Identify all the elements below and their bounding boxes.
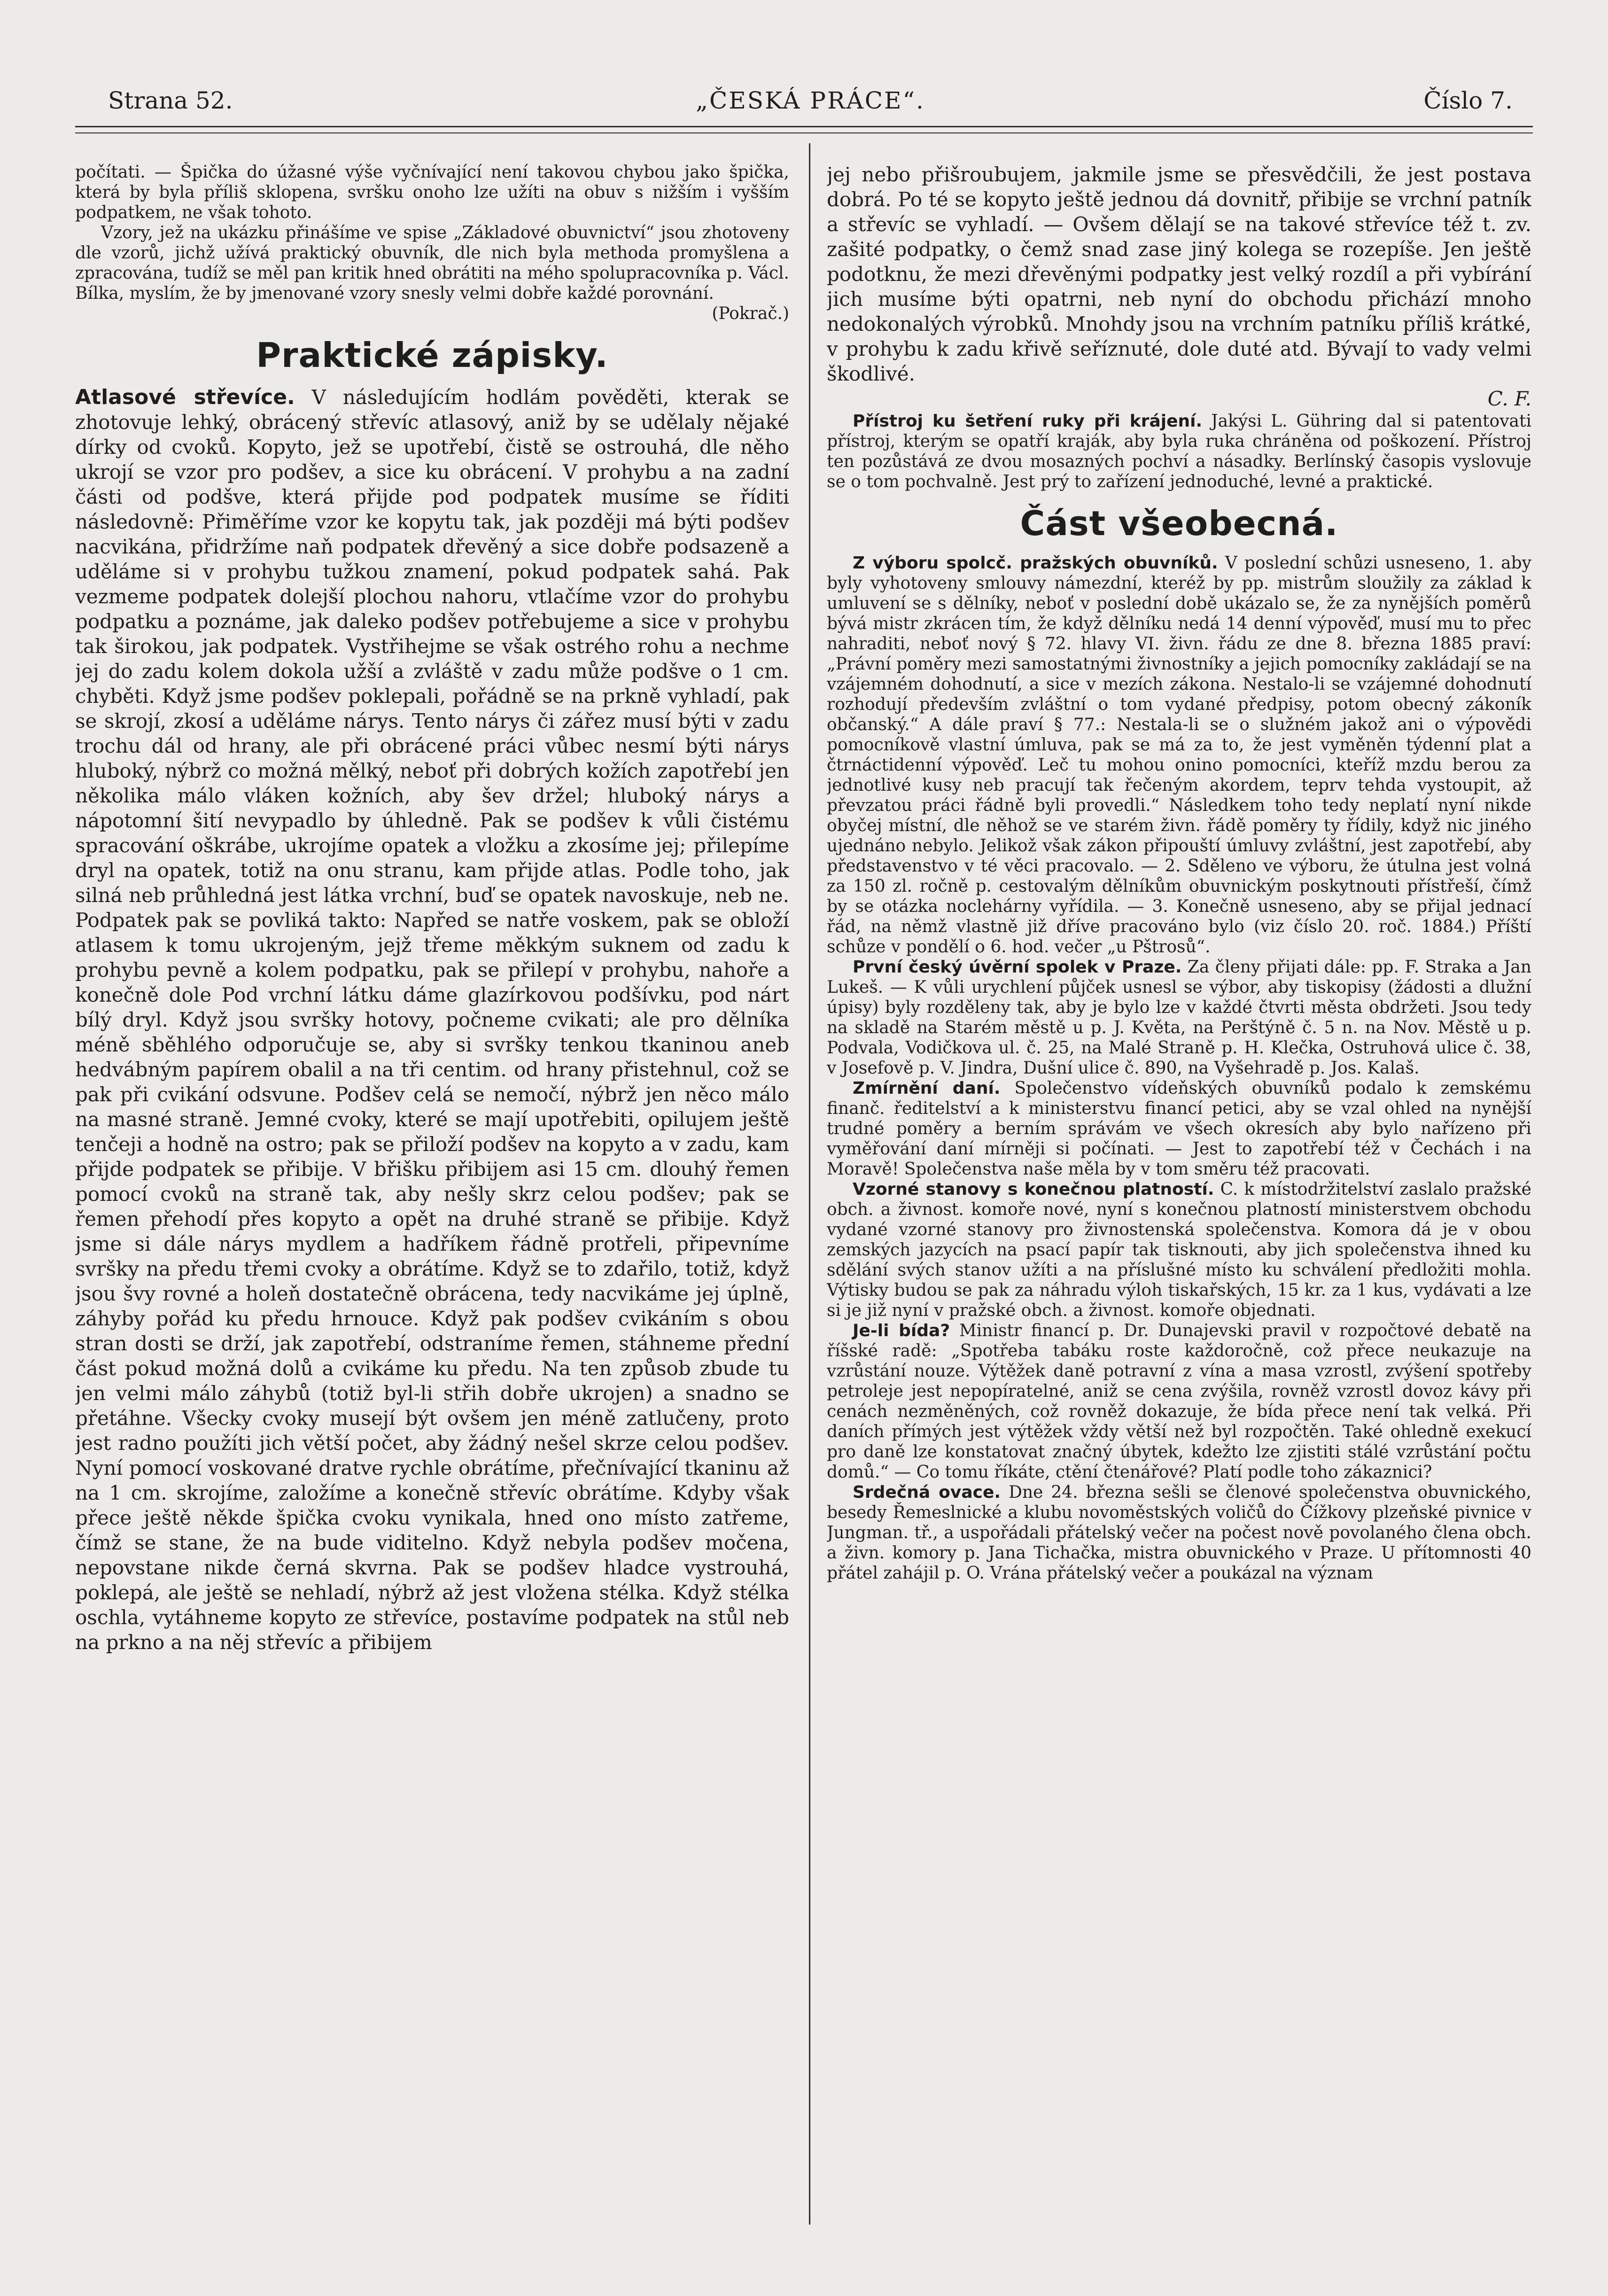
article-body-uverni-spolek: Za členy přijati dále: pp. F. Straka a Jan Lukeš. — K vůli urychlení půjček usnesl se výbor, aby tiskopisy (žádosti a dlužní úpisy) byly rozděleny tak, aby je bylo lze v každé čtvrti města obdržeti. Jsou tedy na skladě na Starém městě u p. J. Květa, na Perštýně č. 5 n. na Nov. Městě u p. Podvala, Vodičkova ul. č. 25, na Malé Straně p. H. Klečka, Ostruhová ulice č. 38, v Josefově p. V. Jindra, Dušní ulice č. 890, na Vyšehradě p. Jos. Kalaš.: [827, 957, 1531, 1078]
article-heading-srdecna-ovace: Srdečná ovace.: [853, 1483, 1001, 1502]
page-header: [108, 87, 1513, 120]
article-body-pristroj: Jakýsi L. Gühring dal si patentovati přístroj, kterým se opatří kraják, aby byla ruka chráněna od poškození. Přístroj ten pozůstává ze dvou mosazných pochví a násadky. Berlínský časopis vyslovuje se o tom pochvalně. Jest prý to zařízení jednoduché, levné a praktické.: [827, 412, 1531, 491]
publication-title: „ČESKÁ PRÁCE“.: [696, 87, 925, 114]
article-body-vybor: V poslední schůzi usneseno, 1. aby byly vyhotoveny smlouvy námezdní, kteréž by pp. mistrům sloužily za základ k umluvení se s dělníky, neboť v poslední době ukázalo se, že za nynějších poměrů bývá mistr zkrácen tím, že když dělníku nedá 14 denní výpověď, musí mu to přec nahraditi, neboť nový § 72. hlavy VI. živn. řádu ze dne 8. března 1885 praví: „Právní poměry mezi samostatnými živnostníky a jejich pomocníky zakládají se na vzájemném dohodnutí, a sice v mezích zákona. Nestalo-li se vzájemné dohodnutí rozhodují především zvláštní o tom vydané předpisy, potom obecný zákoník občanský.“ A dále praví § 77.: Nestala-li se o služném jakož ani o výpovědi pomocníkově vlastní úmluva, pak se má za to, že jest vyměněn týdenní plat a čtrnáctidenní výpověď. Leč tu mohou onino pomocníci, kteříž mzdu berou za jednotlivé kusy neb pracují tak řečeným akordem, teprv tehda vystoupit, až převzatou práci řádně byli provedli.“ Následkem toho tedy neplatí nyní nikde obyčej místní, dle něhož se ve starém živn. řádě poměry ty řídily, když nic jiného ujednáno nebylo. Jelikož však zákon připouští úmluvy zvláštní, jest zapotřebí, aby představenstvo v té věci pracovalo. — 2. Sděleno ve výboru, že útulna jest volná za 150 zl. ročně p. cestovalým dělníkům obuvnickým poskytnouti přístřeší, čímž by se otázka noclehárny vyřídila. — 3. Konečně usneseno, aby se přijal jednací řád, na němž vlastně již dříve pracováno bylo (viz číslo 20. roč. 1884.) Příští schůze v pondělí o 6. hod. večer „u Pštrosů“.: [827, 553, 1531, 957]
issue-number: Číslo 7.: [1423, 87, 1513, 114]
article-body-vzorne-stanovy: C. k místodržitelství zaslalo pražské obch. a živnost. komoře nové, nyní s konečnou platností ministerstvem obchodu vydané vzorné stanovy pro živnostenská společenstva. Komora dá je v obou zemských jazycích na psací papír tak tisknouti, aby jich společenstva ihned ku sdělání svých stanov užíti a na příslušné místo ku schválení předložiti mohla. Výtisky budou se pak za náhradu výloh tiskařských, 15 kr. za 1 kus, vydávati a lze si je již nyní v pražské obch. a živnost. komoře objednati.: [827, 1180, 1531, 1320]
column-divider: [809, 143, 810, 2225]
article-heading-zmirneni-dani: Zmírnění daní.: [853, 1079, 1001, 1098]
header-rule: [75, 126, 1533, 127]
author-signature: C. F.: [1487, 387, 1531, 410]
intro-paragraph: počítati. — Špička do úžasné výše vyčnívající není takovou chybou jako špička, která by byla příliš sklopena, svršku onoho lze užíti na obuv s nižším i vyšším podpatkem, ne však tohoto.: [75, 163, 789, 222]
page-number: Strana 52.: [108, 87, 233, 114]
article-body-je-li-bida: Ministr financí p. Dr. Dunajevski pravil v rozpočtové debatě na říšské radě: „Spotřeba tabáku roste každoročně, což přece neukazuje na vzrůstání nouze. Výtěžek daně potravní z vína a masa vzrostl, zvýšení spotřeby petroleje jest nepopíratelné, aniž se cena zvýšila, rovněž vzrostl dovoz kávy při cenách nezměněných, což rovněž dokazuje, že bída přece není tak velká. Při daních přímých jest výtěžek vždy větší než byl rozpočtěn. Také ohledně exekucí pro daně lze konstatovat značný úbytek, kdežto lze zjistiti stálé vzrůstání počtu domů.“ — Co tomu říkáte, ctění čtenářové? Platí podle toho zákaznici?: [827, 1321, 1531, 1482]
section-title-prakticke-zapisky: Praktické zápisky.: [256, 335, 608, 375]
article-body-zmirneni-dani: Společenstvo vídeňských obuvníků podalo k zemskému finanč. ředitelství a k ministerstvu financí petici, aby se vzal ohled na nynější trudné poměry a berním správám ve všech okresích aby bylo nařízeno při vyměřování daní mírněji si počínati. — Jest to zapotřebí též v Čechách i na Moravě! Společenstva naše měla by v tom směru též pracovati.: [827, 1079, 1531, 1179]
vzory-paragraph: Vzory, jež na ukázku přinášíme ve spise „Základové obuvnictví“ jsou zhotoveny dle vzorů, jichž užívá praktický obuvník, dle nich byla methoda promyšlena a zpracována, tudíž se měl pan kritik hned obrátiti na mého spolupracovníka p. Václ. Bílka, myslím, že by jmenované vzory snesly velmi dobře každé porovnání.: [75, 223, 789, 303]
article-body-srdecna-ovace: Dne 24. března sešli se členové společenstva obuvnického, besedy Řemeslnické a klubu novoměstských voličů do Čížkovy plzeňské pivnice v Jungman. tř., a uspořádali přátelský večer na počest nově povolaného člena obch. a živn. komory p. Jana Tichačka, mistra obuvnického v Praze. U přítomnosti 40 přátel zahájil p. O. Vrána přátelský večer a poukázal na význam: [827, 1483, 1531, 1583]
right-column: [827, 162, 1531, 2267]
article-body-atlasove-strevice: V následujícím hodlám pověděti, kterak se zhotovuje lehký, obrácený střevíc atlasový, aniž by se udělaly nějaké dírky od cvoků. Kopyto, jež se upotřebí, čistě se ostrouhá, dle něho ukrojí se vzor pro podšev, a sice ku obrácení. V prohybu a na zadní části od podšve, která přijde pod podpatek musíme se říditi následovně: Přiměříme vzor ke kopytu tak, jak později má býti podšev nacvikána, přidržíme naň podpatek dřevěný a sice dobře podsazeně a uděláme si v prohybu tužkou znamení, pokud podpatek sahá. Pak vezmeme podpatek dolejší plochou nahoru, vtlačíme vzor do prohybu podpatku a poznáme, jak daleko podšev potřebujeme a sice v prohybu tak širokou, jak podpatek. Vystřihejme se však ostrého rohu a nechme jej do zadu kolem dokola užší a zvláště v zadu může podšve o 1 cm. chyběti. Když jsme podšev poklepali, pořádně se na prkně vyhladí, pak se skrojí, zkosí a uděláme nárys. Tento nárys či zářez musí býti v zadu trochu dál od hrany, ale při obrácené práci vůbec nesmí býti nárys hluboký, nýbrž co možná mělký, neboť při dobrých kožích zapotřebí jen několika málo vláken kožních, aby šev držel; hluboký nárys a nápotomní šití nevypadlo by úhledně. Pak se podšev k vůli čistému spracování oškrábe, ukrojíme opatek a vložku a zkosíme jej; přilepíme dryl na opatek, totiž na onu stranu, kam přijde atlas. Podle toho, jak silná neb průhledná jest látka vrchní, buď se opatek navoskuje, neb ne. Podpatek pak se povliká takto: Napřed se natře voskem, pak se obloží atlasem k tomu ukrojeným, jejž třeme měkkým suknem od zadu k prohybu pevně a kolem podpatku, pak se přilepí v prohybu, nahoře a konečně dole Pod vrchní látku dáme glazírkovou podšívku, pod nárt bílý dryl. Když jsou svršky hotovy, počneme cvikati; ale pro dělníka méně sběhlého odporučuje se, aby si svršky tenkou tkaninou aneb hedvábným papírem obalil a na tři centim. od hrany přistehnul, což se pak při cvikání odsvune. Podšev celá se nemočí, nýbrž jen něco málo na masné straně. Jemné cvoky, které se mají upotřebiti, opilujem ještě tenčeji a hodně na ostro; pak se přiloží podšev na kopyto a v zadu, kam přijde podpatek se přibije. V břišku přibijem asi 15 cm. dlouhý řemen pomocí cvoků na straně tak, aby nešly skrz celou podšev; pak se řemen přehodí přes kopyto a opět na druhé straně se přibije. Když jsme si dále nárys mydlem a hadříkem řádně protřeli, připevníme svršky na předu třemi cvoky a obrátíme. Když se to zdařilo, totiž, když jsou švy rovné a holeň dostatečně obrácena, tedy nacvikáme jej úplně, záhyby pořád ku předu hrnouce. Když pak podšev cvikáním s obou stran dosti se drží, jak zapotřebí, odstraníme řemen, stáhneme přední část pokud možná dolů a cvikáme ku předu. Na ten způsob zbude tu jen velmi málo záhybů (totiž byl-li střih dobře ukrojen) a snadno se přetáhne. Všecky cvoky musejí být ovšem jen méně zatlučeny, proto jest radno použíti jich větší počet, aby žádný nešel skrze celou podšev. Nyní pomocí voskované dratve rychle obrátíme, přečnívající tkaninu až na 1 cm. skrojíme, založíme a konečně střevíc obrátíme. Kdyby však přece ještě někde špička cvoku vynikala, hned ono místo zatřeme, čímž se stane, že na bude viditelno. Když nebyla podšev močena, nepovstane nikde černá skvrna. Pak se podšev hladce vystrouhá, poklepá, ale ještě se nehladí, nýbrž až jest vložena stélka. Když stélka oschla, vytáhneme kopyto ze střevíce, postavíme podpatek na stůl neb na prkno a na něj střevíc a přibijem: [75, 386, 789, 1654]
article-heading-vzorne-stanovy: Vzorné stanovy s konečnou platností.: [853, 1180, 1214, 1199]
article-heading-atlasove-strevice: Atlasové střevíce.: [75, 385, 295, 409]
header-rule-thin: [75, 132, 1533, 133]
article-heading-uverni-spolek: První český úvěrní spolek v Praze.: [853, 957, 1182, 977]
continued-note: (Pokrač.): [712, 304, 789, 323]
section-title-cast-vseobecna: Část všeobecná.: [1020, 504, 1338, 543]
article-heading-je-li-bida: Je-li bída?: [853, 1321, 950, 1340]
article-heading-pristroj: Přístroj ku šetření ruky při krájení.: [853, 412, 1203, 431]
article-continuation: jej nebo přišroubujem, jakmile jsme se přesvědčili, že jest postava dobrá. Po té se kopyto ještě jednou dá dovnitř, přibije se vrchní patník a střevíc se vyhladí. — Ovšem dělají se na takové střevíce též t. zv. zašité podpatky, o čemž snad zase jiný kolega se rozepíše. Jen ještě podotknu, že mezi dřevěnými podpatky jest velký rozdíl a při vybírání jich musíme býti opatrni, neb nyní do obchodu přichází mnoho nedokonalých výrobků. Mnohdy jsou na vrchním patníku příliš krátké, v prohybu k zadu křivě seříznuté, dole duté atd. Bývají to vady velmi škodlivé.: [827, 163, 1531, 385]
left-column: [75, 162, 789, 2267]
article-heading-vybor: Z výboru spolcč. pražských obuvníků.: [853, 553, 1218, 573]
